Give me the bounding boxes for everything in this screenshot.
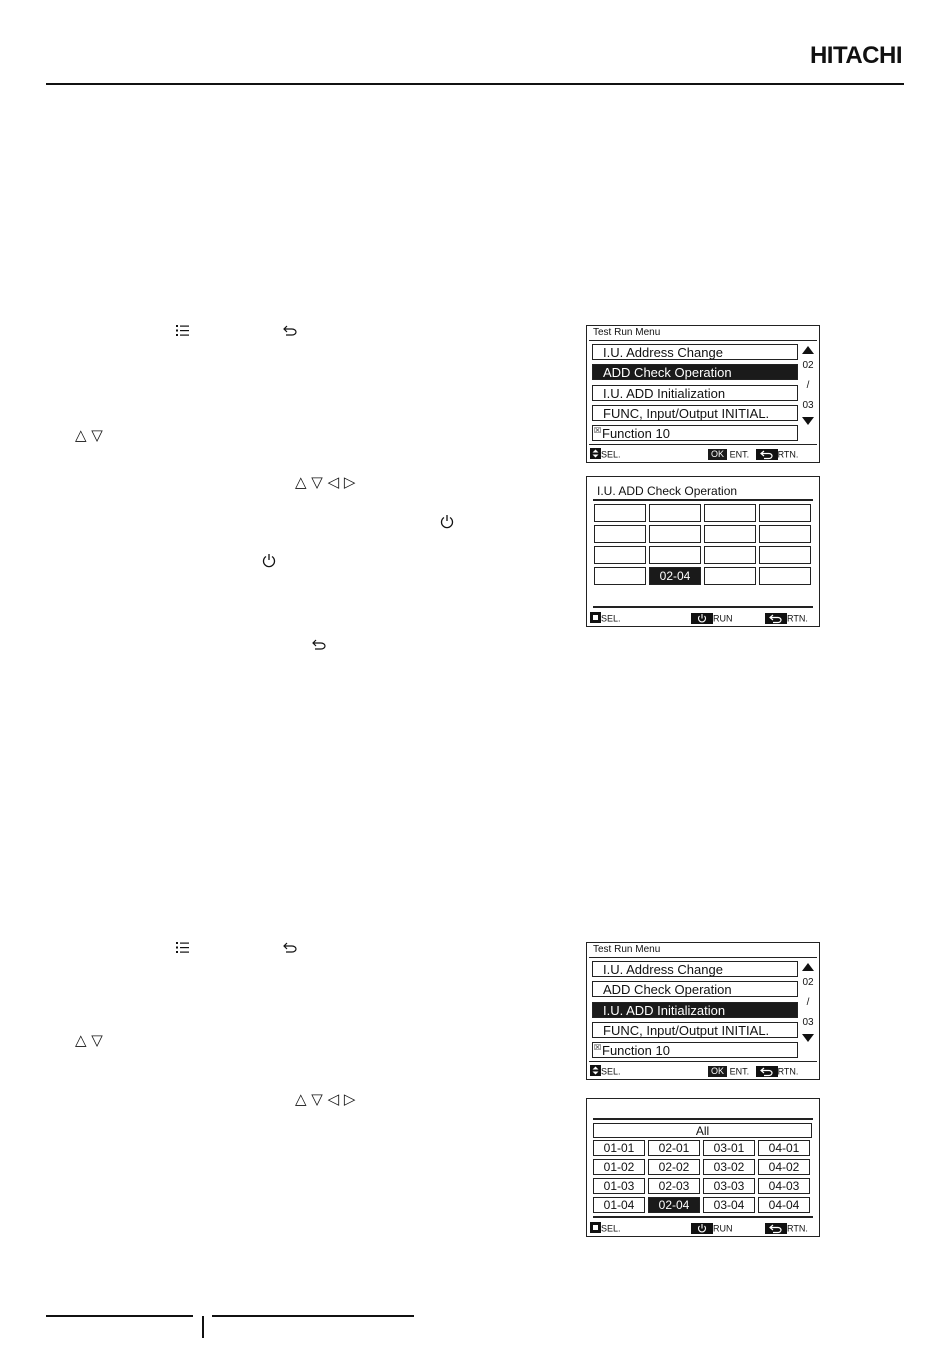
checkbox-x-icon: ☒ — [594, 1043, 602, 1052]
screen-footer — [590, 448, 816, 460]
address-cell[interactable]: 03-02 — [703, 1159, 755, 1175]
menu-item-function-10[interactable] — [592, 1042, 798, 1058]
run-button[interactable] — [691, 1223, 713, 1234]
footer-ent-label: ENT. — [729, 1066, 750, 1077]
footer-rtn-label: RTN. — [777, 449, 799, 460]
footer-run-label: RUN — [713, 1223, 733, 1234]
footer-sel-label: SEL. — [601, 449, 621, 460]
footer-divider — [593, 1216, 813, 1218]
ok-button[interactable]: OK — [708, 1066, 727, 1077]
four-arrows-icon: △ ▽ ◁ ▷ — [295, 473, 356, 491]
address-cell[interactable] — [594, 525, 646, 543]
address-cell[interactable] — [704, 546, 756, 564]
four-arrows-icon: △ ▽ ◁ ▷ — [295, 1090, 356, 1108]
menu-list-icon — [176, 942, 189, 953]
address-cell[interactable]: 01-01 — [593, 1140, 645, 1156]
footer-ent-label: ENT. — [729, 449, 750, 460]
address-cell[interactable] — [759, 546, 811, 564]
screen-footer — [590, 1222, 816, 1234]
test-run-menu-screen — [586, 325, 820, 463]
address-cell[interactable]: 02-03 — [648, 1178, 700, 1194]
footer-separator — [202, 1316, 204, 1338]
address-cell[interactable] — [704, 504, 756, 522]
address-cell[interactable]: 03-03 — [703, 1178, 755, 1194]
return-arrow-icon — [283, 942, 297, 953]
address-cell[interactable]: 02-04 — [649, 567, 701, 585]
footer-rtn-label: RTN. — [787, 613, 808, 624]
footer-rule-right — [212, 1315, 414, 1317]
title-divider — [593, 1118, 813, 1120]
menu-item-add-check-operation[interactable]: ADD Check Operation — [592, 981, 798, 997]
address-cell[interactable]: 01-04 — [593, 1197, 645, 1213]
address-cell[interactable]: 02-02 — [648, 1159, 700, 1175]
footer-divider — [589, 1061, 817, 1062]
page-total: 03 — [802, 1017, 814, 1028]
select-4way-icon — [590, 1222, 601, 1235]
add-check-operation-screen — [586, 476, 820, 627]
page-total: 03 — [802, 400, 814, 411]
hitachi-logo: HITACHI — [809, 42, 902, 69]
return-button[interactable] — [765, 1223, 787, 1234]
scroll-indicator — [799, 346, 817, 425]
address-cell[interactable] — [704, 567, 756, 585]
checkbox-x-icon: ☒ — [594, 426, 602, 435]
scroll-up-icon[interactable] — [802, 963, 814, 971]
footer-divider — [593, 606, 813, 608]
screen-footer — [590, 1065, 816, 1077]
header-rule — [46, 83, 904, 85]
address-cell[interactable] — [704, 525, 756, 543]
run-button[interactable] — [691, 613, 713, 624]
menu-item-iu-address-change[interactable]: I.U. Address Change — [592, 344, 798, 360]
add-initialization-screen — [586, 1098, 820, 1237]
menu-item-iu-add-initialization[interactable]: I.U. ADD Initialization — [592, 385, 798, 401]
address-cell[interactable] — [594, 504, 646, 522]
address-cell[interactable]: 04-01 — [758, 1140, 810, 1156]
address-cell[interactable] — [594, 546, 646, 564]
address-cell[interactable]: 01-02 — [593, 1159, 645, 1175]
up-down-arrows-icon: △ ▽ — [75, 426, 103, 444]
address-cell[interactable]: 04-03 — [758, 1178, 810, 1194]
all-units-button[interactable]: All — [593, 1123, 812, 1138]
page-current: 02 — [802, 977, 814, 988]
address-cell[interactable]: 02-04 — [648, 1197, 700, 1213]
page-current: 02 — [802, 360, 814, 371]
footer-sel-label: SEL. — [601, 1066, 621, 1077]
menu-list-icon — [176, 325, 189, 336]
title-divider — [593, 499, 813, 501]
address-cell[interactable]: 01-03 — [593, 1178, 645, 1194]
page-separator: / — [806, 997, 810, 1008]
address-cell[interactable]: 04-02 — [758, 1159, 810, 1175]
footer-rtn-label: RTN. — [777, 1066, 799, 1077]
footer-divider — [589, 444, 817, 445]
scroll-down-icon[interactable] — [802, 417, 814, 425]
return-arrow-icon — [283, 325, 297, 336]
menu-item-label: Function 10 — [602, 1043, 670, 1058]
footer-rule-left — [46, 1315, 193, 1317]
power-icon — [440, 514, 454, 529]
menu-item-iu-add-initialization[interactable]: I.U. ADD Initialization — [592, 1002, 798, 1018]
select-updown-icon — [590, 448, 601, 461]
select-4way-icon — [590, 612, 601, 625]
scroll-indicator — [799, 963, 817, 1042]
title-divider — [589, 340, 817, 341]
footer-rtn-label: RTN. — [787, 1223, 808, 1234]
address-cell[interactable] — [649, 546, 701, 564]
address-cell[interactable]: 02-01 — [648, 1140, 700, 1156]
address-cell[interactable] — [649, 525, 701, 543]
return-button[interactable] — [756, 1066, 778, 1077]
menu-item-add-check-operation[interactable]: ADD Check Operation — [592, 364, 798, 380]
address-cell[interactable]: 04-04 — [758, 1197, 810, 1213]
address-cell[interactable] — [759, 525, 811, 543]
select-updown-icon — [590, 1065, 601, 1078]
screen-title: I.U. ADD Check Operation — [597, 484, 738, 498]
menu-item-label: Function 10 — [602, 426, 670, 441]
return-button[interactable] — [756, 449, 778, 460]
address-cell[interactable]: 03-01 — [703, 1140, 755, 1156]
page-separator: / — [806, 380, 810, 391]
scroll-up-icon[interactable] — [802, 346, 814, 354]
menu-item-iu-address-change[interactable]: I.U. Address Change — [592, 961, 798, 977]
screen-footer — [590, 612, 816, 624]
address-cell[interactable] — [649, 504, 701, 522]
screen-title: Test Run Menu — [593, 327, 661, 338]
test-run-menu-screen — [586, 942, 820, 1080]
address-cell[interactable]: 03-04 — [703, 1197, 755, 1213]
address-cell[interactable] — [759, 504, 811, 522]
footer-sel-label: SEL. — [601, 613, 621, 624]
menu-item-func-io-initial[interactable]: FUNC, Input/Output INITIAL. — [592, 1022, 798, 1038]
footer-sel-label: SEL. — [601, 1223, 621, 1234]
address-cell[interactable] — [594, 567, 646, 585]
ok-button[interactable]: OK — [708, 449, 727, 460]
menu-item-func-io-initial[interactable]: FUNC, Input/Output INITIAL. — [592, 405, 798, 421]
menu-item-function-10[interactable] — [592, 425, 798, 441]
up-down-arrows-icon: △ ▽ — [75, 1031, 103, 1049]
power-icon — [262, 553, 276, 568]
scroll-down-icon[interactable] — [802, 1034, 814, 1042]
title-divider — [589, 957, 817, 958]
return-arrow-icon — [312, 639, 326, 650]
return-button[interactable] — [765, 613, 787, 624]
address-cell[interactable] — [759, 567, 811, 585]
footer-run-label: RUN — [713, 613, 733, 624]
screen-title: Test Run Menu — [593, 944, 661, 955]
